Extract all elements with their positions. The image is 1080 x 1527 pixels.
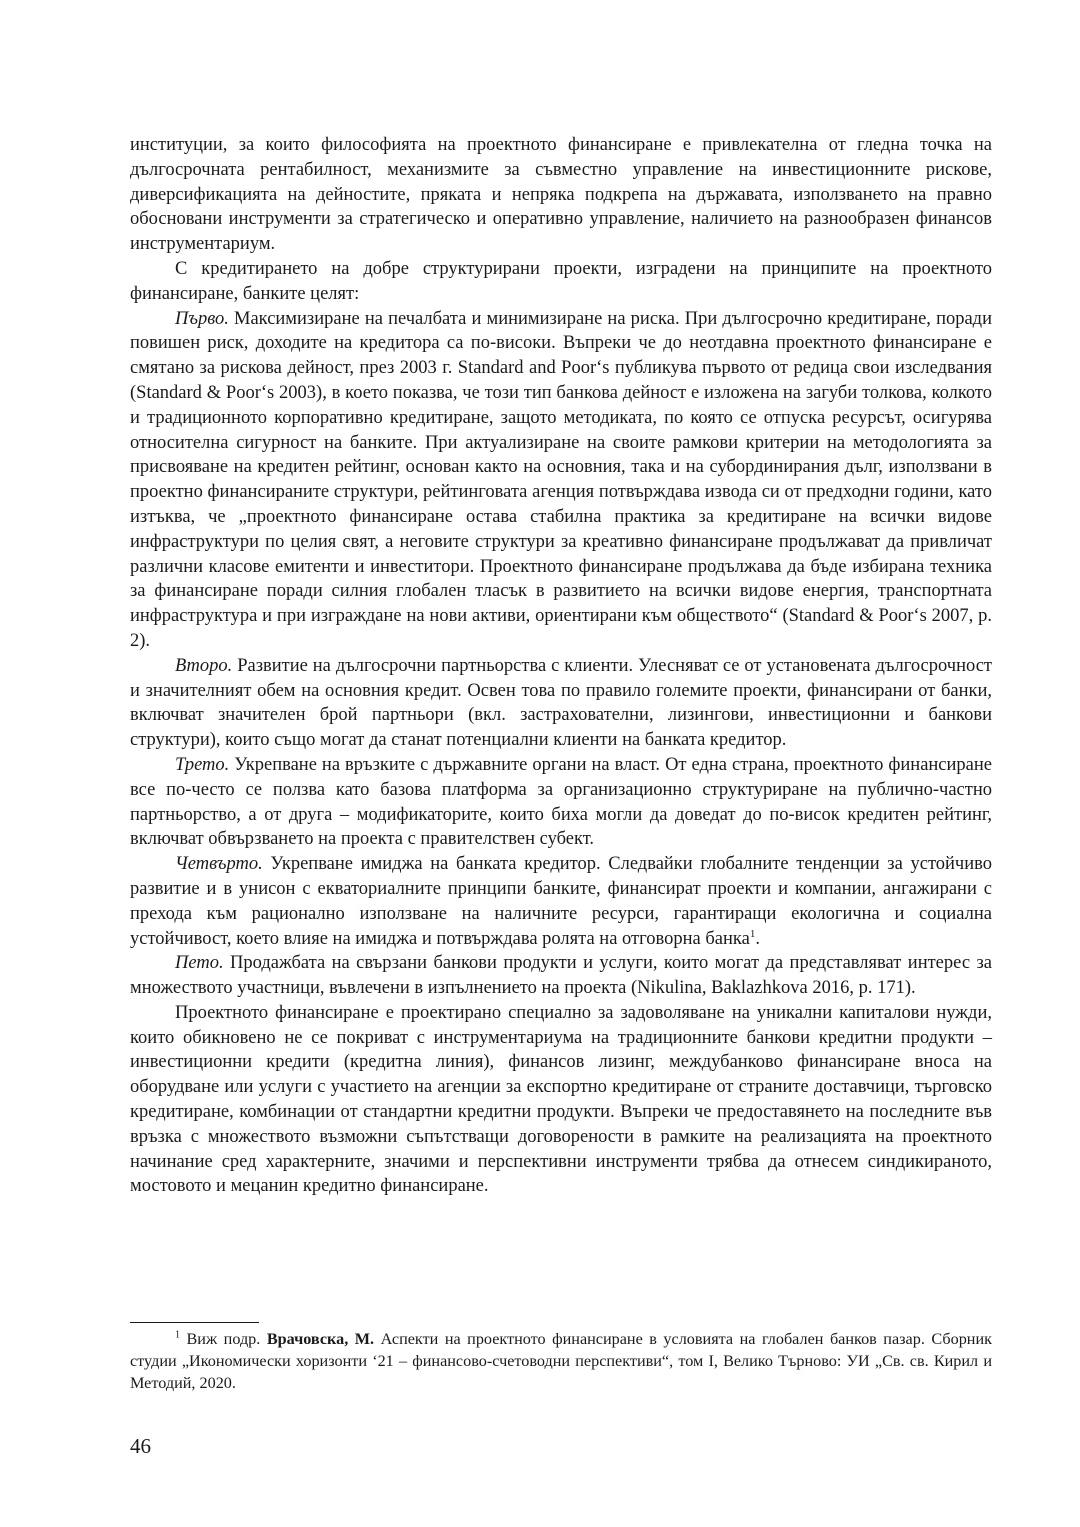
- footnote: [130, 1328, 992, 1395]
- paragraph-fourth-end: .: [755, 928, 760, 949]
- paragraph-first-text: Максимизиране на печалбата и минимизиране на риска. При дългосрочно кредитиране, поради повишен риск, доходите на кредитора са по-високи. Въпреки че до неотдавна проектното финансиране е смятано за рискова дейност, през 2003 г. Standard and Poor‘s публикува първото от редица свои изследвания (Standard & Poor‘s 2003), в което показва, че този тип банкова дейност е изложена на загуби толкова, колкото и традиционното корпоративно кредитиране, защото методиката, по която се отпуска ресурсът, осигурява относителна сигурност на банките. При актуализиране на своите рамкови критерии на методологията за присвояване на кредитен рейтинг, основан както на основния, така и на субординирания дълг, използвани в проектно финансираните структури, рейтинговата агенция потвърждава извода си от предходни години, като изтъква, че „проектното финансиране остава стабилна практика за кредитиране на всички видове инфраструктури по целия свят, а неговите структури за креативно финансиране продължават да привличат различни класове емитенти и инвеститори. Проектното финансиране продължава да бъде избирана техника за финансиране поради силния глобален тласък в развитието на всички видове енергия, транспортната инфраструктура и при изграждане на нови активи, ориентирани към обществото“ (Standard & Poor‘s 2007, p. 2).: [130, 308, 992, 651]
- footnote-text: Аспекти на проектното финансиране в условията на глобален банков пазар. Сборник студии „Икономически хоризонти ‘21 – финансово-счетоводни перспективи“, том I, Велико Търново: УИ „Св. св. Кирил и Методий, 2020.: [130, 1330, 992, 1393]
- footnote-prefix: Виж подр.: [180, 1330, 267, 1348]
- paragraph-first: [130, 307, 992, 654]
- paragraph-second: [130, 654, 992, 753]
- paragraph-third-text: Укрепване на връзките с държавните органи на власт. От една страна, проектното финансиране все по-често се ползва като базова платформа за организационно структуриране на публично-частно партньорство, а от друга – модификаторите, които биха могли да доведат до по-висок кредитен рейтинг, включват обвързването на проекта с правителствен субект.: [130, 754, 992, 850]
- footnote-number: 1: [175, 1329, 180, 1341]
- body-text: [130, 133, 992, 1199]
- footnote-ref[interactable]: 1: [749, 927, 756, 940]
- paragraph-fifth: [130, 951, 992, 1001]
- paragraph-second-lead: Второ.: [175, 655, 233, 676]
- paragraph-fourth-text: Укрепване имиджа на банката кредитор. Следвайки глобалните тенденции за устойчиво развитие и в унисон с екваториалните принципи банките, финансират проекти и компании, ангажирани с прехода към рационално използване на наличните ресурси, гарантиращи екологична и социална устойчивост, което влияе на имиджа и потвърждава ролята на отговорна банка: [130, 854, 992, 949]
- paragraph-first-lead: Първо.: [175, 308, 229, 329]
- paragraph-fifth-lead: Пето.: [175, 953, 224, 974]
- footnote-author: Врачовска, М.: [266, 1330, 375, 1348]
- paragraph-fifth-text: Продажбата на свързани банкови продукти и услуги, които могат да представляват интерес за множеството участници, въвлечени в изпълнението на проекта (Nikulina, Baklazhkova 2016, p. 171).: [130, 953, 992, 999]
- paragraph-fourth: [130, 852, 992, 951]
- paragraph-intro: институции, за които философията на проектното финансиране е привлекателна от гледна точка на дългосрочната рентабилност, механизмите за съвместно управление на инвестиционните рискове, диверсификацията на дейностите, пряката и непряка подкрепа на държавата, използването на правно обосновани инструменти за стратегическо и оперативно управление, наличието на разнообразен финансов инструментариум.: [130, 135, 992, 255]
- page-number: 46: [130, 1434, 151, 1458]
- paragraph-goals-intro: С кредитирането на добре структурирани проекти, изградени на принципите на проектното финансиране, банките целят:: [130, 258, 992, 304]
- footnote-separator: [130, 1322, 259, 1323]
- paragraph-third: [130, 753, 992, 852]
- paragraph-second-text: Развитие на дългосрочни партньорства с клиенти. Улесняват се от установената дългосрочност и значителният обем на основния кредит. Освен това по правило големите проекти, финансирани от банки, включват значителен брой партньори (вкл. застрахователни, лизингови, инвестиционни и банкови структури), които също могат да станат потенциални клиенти на банката кредитор.: [130, 655, 992, 751]
- paragraph-fourth-lead: Четвърто.: [175, 854, 263, 875]
- paragraph-third-lead: Трето.: [175, 754, 230, 775]
- paragraph-conclusion: Проектното финансиране е проектирано специално за задоволяване на уникални капиталови нужди, които обикновено не се покриват с инструментариума на традиционните банкови кредитни продукти – инвестиционни кредити (кредитна линия), финансов лизинг, междубанково финансиране вноса на оборудване или услуги с участието на агенции за експортно кредитиране от страните доставчици, търговско кредитиране, комбинации от стандартни кредитни продукти. Въпреки че предоставянето на последните във връзка с множеството възможни съпътстващи договорености в рамките на реализацията на проектното начинание сред характерните, значими и перспективни инструменти трябва да отнесем синдикираното, мостовото и мецанин кредитно финансиране.: [130, 1002, 992, 1197]
